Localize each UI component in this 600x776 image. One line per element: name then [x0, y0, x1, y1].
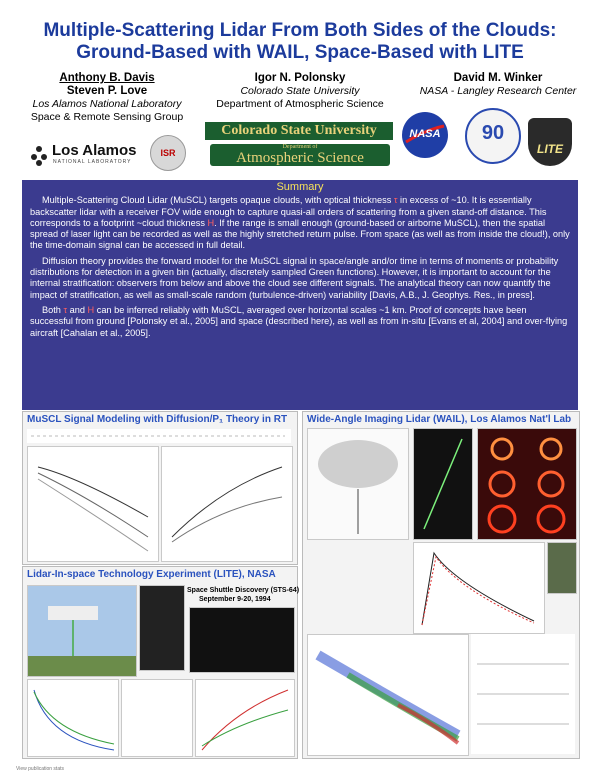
- title-line-2: Ground-Based with WAIL, Space-Based with LITE: [76, 42, 524, 63]
- summary-heading: Summary: [276, 181, 324, 193]
- isr-logo: [150, 135, 186, 171]
- footer-text: View publication stats: [16, 766, 64, 772]
- affil-lanl-group: Space & Remote Sensing Group: [30, 111, 184, 123]
- lite-text: LITE: [537, 142, 563, 156]
- shuttle-photo: [139, 585, 185, 671]
- affil-nasa: NASA - Langley Research Center: [419, 85, 577, 97]
- summary-paragraph-2: Diffusion theory provides the forward model for the MuSCL signal in space/angle and/or time in terms of moments or probability distributions for detection in a given bin (actually, discretely sampled Green functions). However, it is important to account for the internal stratification: observers from below and above the cloud see different signals. The analytical theory can now quantify the impact of stratification, as well as small-scale random (turbulence-driven) variability [Davis, A.B., J. Geophys. Res., in press].: [30, 255, 559, 300]
- los-alamos-sub: NATIONAL LABORATORY: [53, 159, 132, 165]
- lite-legend-box: [121, 679, 193, 757]
- equation-strip-icon: [27, 429, 291, 443]
- muscl-panel-title: MuSCL Signal Modeling with Diffusion/P₁ Theory in RT: [27, 414, 288, 425]
- log-plot-icon: [28, 680, 118, 756]
- summary-paragraph-1: [30, 195, 570, 251]
- wail-formula: [471, 634, 575, 754]
- author-block-nasa: [408, 72, 588, 98]
- muscl-equation: [27, 429, 291, 443]
- cloud-icon: [308, 429, 408, 539]
- summary-p3e: can be inferred reliably with MuSCL, averaged over horizontal scales ~1 km. Proof of concepts have been successful from ground [Polonsky et al., 2005] and space (described here), as well as from in-situ [Evans et al, 2004] and over-flying aircraft [Cahalan et al., 2005].: [30, 304, 568, 338]
- summary-h-2: H: [87, 304, 95, 315]
- summary-p1e: . If the range is small enough (ground-based or airborne MuSCL), then the spatial spread of laser light can be recorded as well as the highly stretched return pulse. From space (as well as from inside the cloud!), only the time-domain signal can be accessed in full detail.: [30, 217, 570, 251]
- los-alamos-word: Los Alamos: [52, 142, 137, 159]
- shuttle-date: September 9-20, 1994: [199, 596, 271, 603]
- csu-logo: Colorado State University: [205, 122, 393, 140]
- author-davis: Anthony B. Davis: [59, 72, 155, 84]
- shuttle-diagram-icon: [28, 586, 136, 676]
- wail-scatter-plot: [307, 634, 469, 756]
- affil-lanl: Los Alamos National Laboratory: [32, 98, 182, 110]
- summary-h: H: [207, 217, 215, 228]
- lite-panel-title: Lidar-In-space Technology Experiment (LITE), NASA: [27, 569, 276, 580]
- author-block-csu: [195, 72, 405, 111]
- formula-icon: [471, 634, 575, 754]
- langley-90-text: 90: [481, 122, 505, 144]
- title-line-1: Multiple-Scattering Lidar From Both Sides of the Clouds:: [43, 20, 557, 41]
- nasa-text: NASA: [409, 128, 441, 140]
- summary-p3a: Both: [42, 304, 64, 315]
- summary-p3c: and: [67, 304, 88, 315]
- time-plot-icon: [414, 543, 544, 633]
- langley-90-logo: [465, 108, 521, 164]
- summary-p1a: Multiple-Scattering Cloud Lidar (MuSCL) targets opaque clouds, with optical thickness: [42, 195, 394, 206]
- summary-paragraph-3: [30, 305, 570, 339]
- los-alamos-mark-icon: [30, 144, 48, 166]
- muscl-plot-right: [161, 446, 293, 562]
- wail-time-plot: [413, 542, 545, 634]
- wail-laser-photo: [413, 428, 473, 540]
- affil-csu: Colorado State University: [240, 85, 360, 97]
- author-winker: David M. Winker: [453, 72, 543, 84]
- author-love: Steven P. Love: [66, 85, 148, 97]
- summary-p1c: in excess of ~10. It is essentially backscatter lidar with a receiver FOV wide enough to capture quasi-all orders of scattering from a given stand-off distance. This corresponds to a footprint ~cloud thickness: [30, 195, 547, 228]
- summary-box: [22, 180, 578, 410]
- author-block-lanl: [22, 72, 192, 124]
- wail-panel-title: Wide-Angle Imaging Lidar (WAIL), Los Alamos Nat'l Lab: [307, 414, 572, 425]
- wail-panel: [302, 411, 580, 759]
- summary-tau-2: τ: [63, 304, 68, 315]
- lite-logo: [528, 118, 572, 166]
- nasa-logo: [402, 112, 448, 158]
- isr-text: ISR: [160, 148, 176, 158]
- shuttle-caption: Space Shuttle Discovery (STS-64): [187, 587, 300, 594]
- lite-optical-depth-plot: [195, 679, 295, 757]
- poster-title: [0, 20, 600, 64]
- lite-profile-image: [189, 607, 295, 673]
- wail-cloud-diagram: [307, 428, 409, 540]
- scatter-plot-icon: [308, 635, 468, 755]
- affil-csu-dept: Department of Atmospheric Science: [216, 98, 384, 110]
- atmo-dept-logo: [210, 144, 390, 166]
- lite-panel: [22, 566, 298, 759]
- wail-instrument-photo: [547, 542, 577, 594]
- muscl-plot-right-curves-icon: [162, 447, 292, 561]
- muscl-plot-left-curves-icon: [28, 447, 158, 561]
- summary-tau: τ: [393, 195, 398, 206]
- muscl-panel: [22, 411, 298, 565]
- wail-image-grid: [477, 428, 577, 540]
- atmo-dept-text: Atmospheric Science: [236, 150, 364, 166]
- lite-diagram: [27, 585, 137, 677]
- optical-depth-icon: [196, 680, 294, 756]
- muscl-plot-left: [27, 446, 159, 562]
- los-alamos-logo: [30, 142, 150, 170]
- laser-beam-icon: [414, 429, 472, 539]
- atmo-dept-sub: Department of: [282, 144, 318, 150]
- lite-log-plot: [27, 679, 119, 757]
- author-polonsky: Igor N. Polonsky: [254, 72, 346, 84]
- ring-images-icon: [478, 429, 576, 539]
